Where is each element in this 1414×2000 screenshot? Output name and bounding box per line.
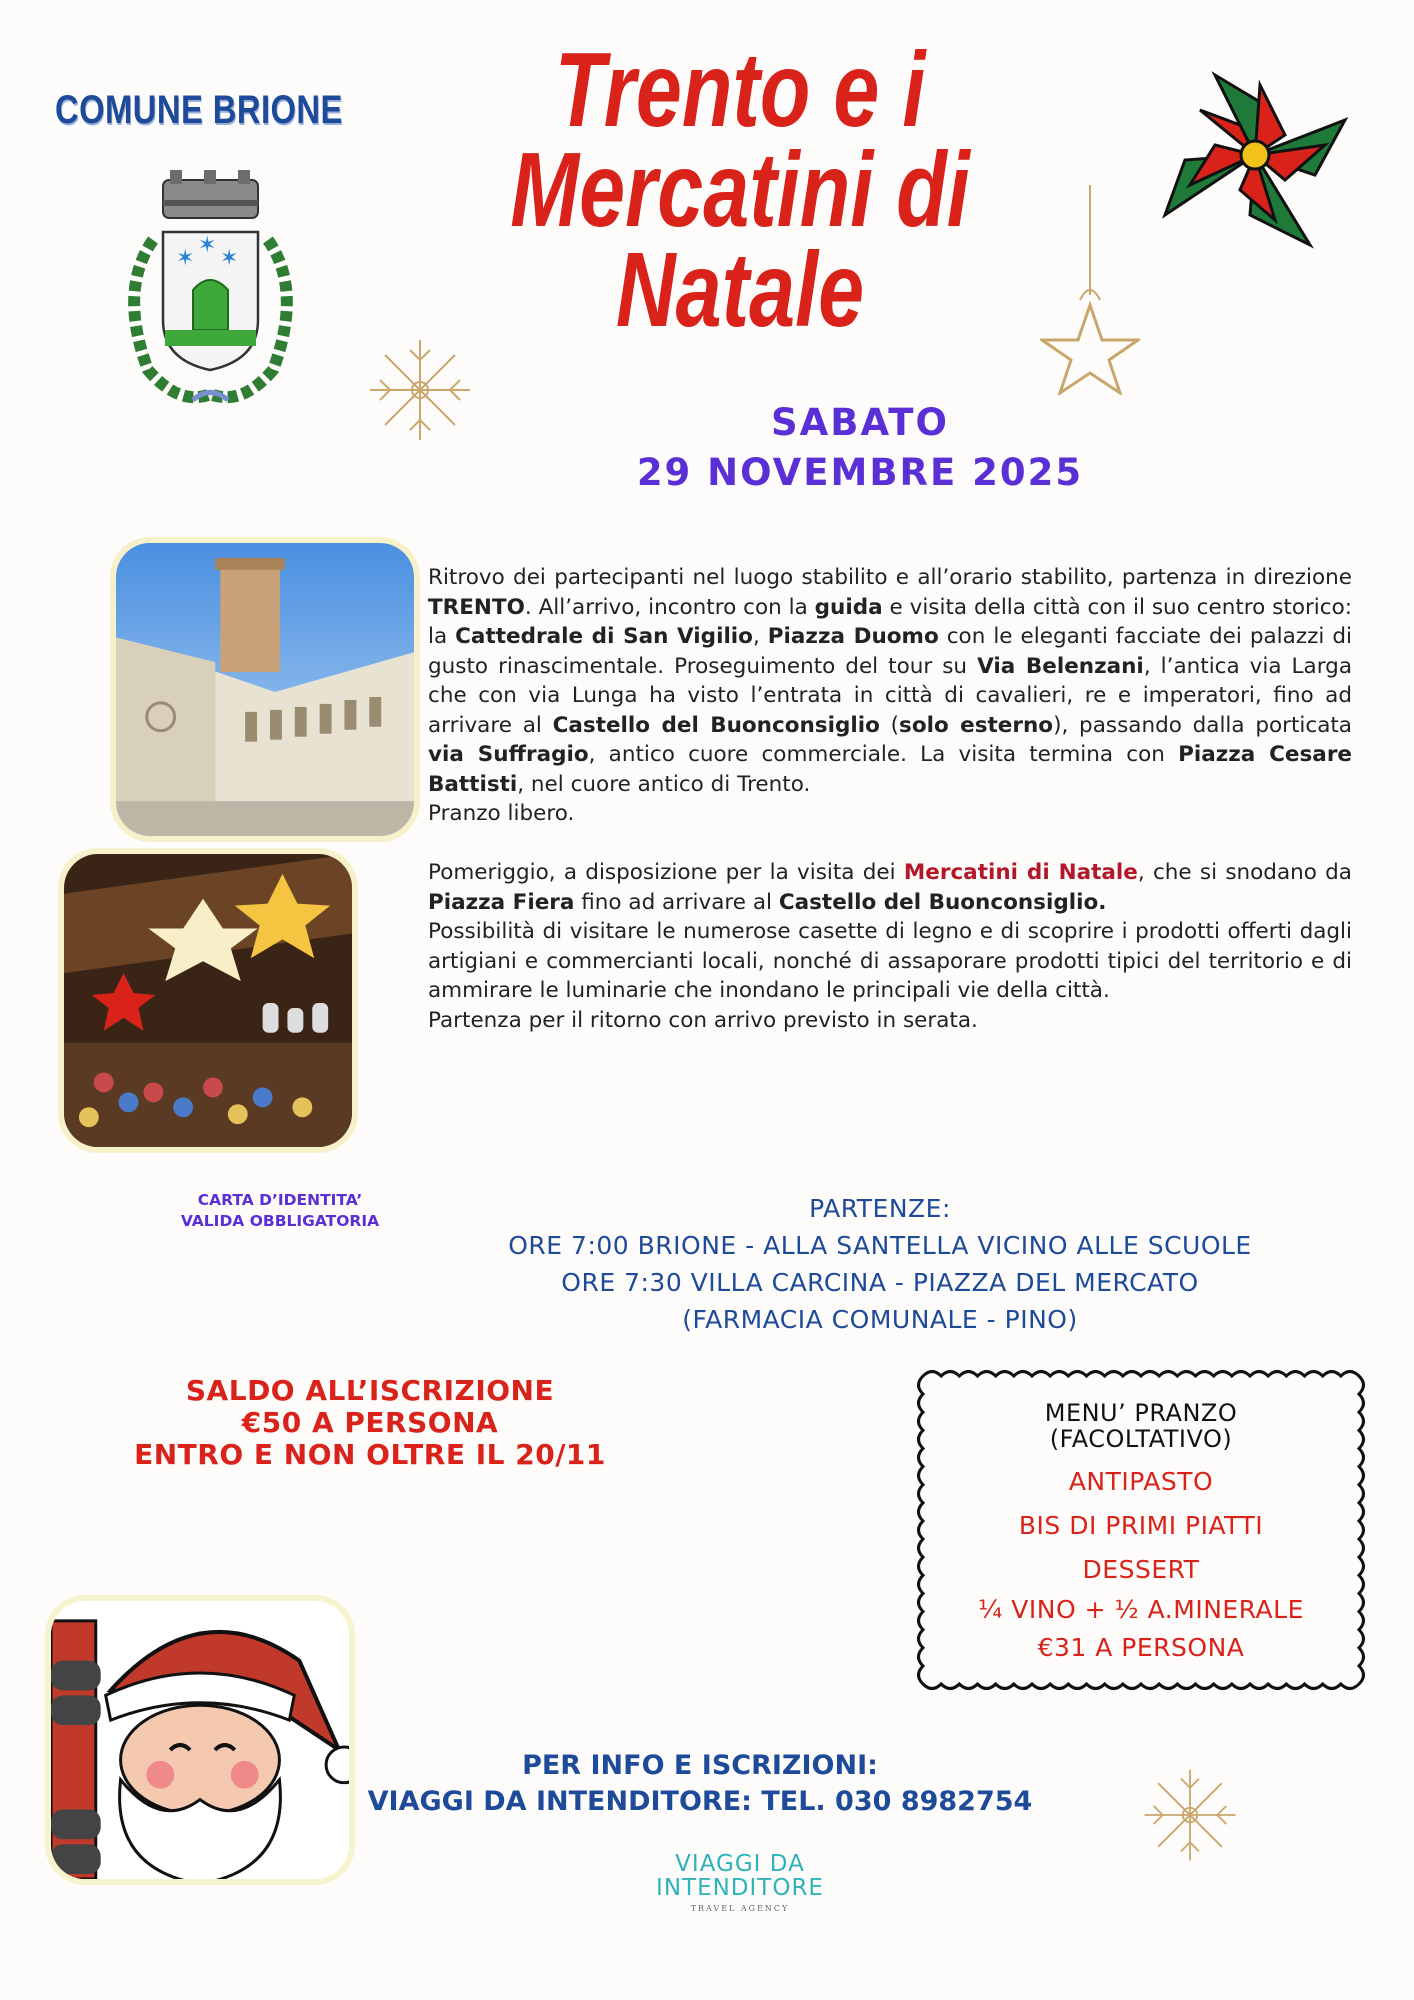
coat-of-arms-icon <box>108 170 313 425</box>
text-segment: Pomeriggio, a disposizione per la visita dei <box>428 860 904 885</box>
snowflake-icon <box>1140 1765 1240 1865</box>
text-segment: con le eleganti facciate dei palazzi di gusto rinascimentale. Proseguimento del tour su <box>428 624 1352 679</box>
bold-highlight: guida <box>814 594 883 620</box>
menu-item: DESSERT <box>1082 1555 1200 1584</box>
bold-highlight: Castello del Buonconsiglio. <box>778 889 1107 915</box>
municipality-name: COMUNE BRIONE <box>55 88 343 132</box>
svg-text:✶: ✶ <box>176 246 195 271</box>
svg-text:✶: ✶ <box>198 233 217 258</box>
title-line-2: Mercatini di <box>510 131 970 249</box>
menu-item: ¼ VINO + ½ A.MINERALE <box>978 1595 1304 1624</box>
agency-logo-line-2: INTENDITORE <box>656 1875 824 1901</box>
departure-line-3: (FARMACIA COMUNALE - PINO) <box>682 1305 1078 1334</box>
id-notice-line-1: CARTA D’IDENTITA’ <box>197 1191 363 1209</box>
text-segment: . All’arrivo, incontro con la <box>524 594 815 620</box>
text-segment: e visita della città con il suo centro storico: la <box>428 594 1353 649</box>
id-notice-line-2: VALIDA OBBLIGATORIA <box>180 1212 380 1230</box>
departures-title: PARTENZE: <box>809 1194 951 1223</box>
menu-title-2: (FACOLTATIVO) <box>1049 1425 1233 1453</box>
departure-line-1: ORE 7:00 BRIONE - ALLA SANTELLA VICINO ALLE SCUOLE <box>508 1231 1252 1260</box>
text-segment: ), passando dalla porticata <box>1053 712 1352 738</box>
text-segment: , antico cuore commerciale. La visita termina con <box>588 742 1179 767</box>
bold-highlight: via Suffragio <box>428 742 589 767</box>
star-ornament-icon <box>1040 185 1140 395</box>
bold-highlight: Piazza Duomo <box>767 624 939 649</box>
payment-line-2: €50 A PERSONA <box>241 1406 499 1439</box>
paragraph-spacer <box>428 829 1352 859</box>
event-date <box>600 398 1120 498</box>
payment-info <box>70 1375 670 1471</box>
itinerary-paragraph-5: Partenza per il ritorno con arrivo previsto in serata. <box>428 1007 978 1033</box>
title-line-3: Natale <box>615 231 865 349</box>
agency-logo-line-1: VIAGGI DA <box>675 1851 805 1877</box>
bold-highlight: Cattedrale di San Vigilio <box>455 624 753 649</box>
event-title <box>475 31 1005 349</box>
agency-logo <box>610 1852 870 1913</box>
menu-price: €31 A PERSONA <box>1037 1633 1245 1662</box>
bold-highlight: Via Belenzani <box>977 653 1144 679</box>
departure-line-2: ORE 7:30 VILLA CARCINA - PIAZZA DEL MERCATO <box>561 1268 1199 1297</box>
title-line-1: Trento e i <box>554 31 926 149</box>
bold-highlight: Castello del Buonconsiglio <box>552 712 880 738</box>
itinerary-paragraph-3 <box>428 858 1352 917</box>
id-card-notice <box>130 1190 430 1232</box>
menu-title-1: MENU’ PRANZO <box>1044 1399 1238 1427</box>
itinerary-paragraph-4: Possibilità di visitare le numerose casette di legno e di scoprire i prodotti offerti dagli artigiani e commercianti locali, nonché di assaporare prodotti tipici del territorio e di ammirare le luminarie che inondano le principali vie della città. <box>428 919 1352 1003</box>
text-segment: fino ad arrivare al <box>574 889 779 915</box>
itinerary-paragraph-2: Pranzo libero. <box>428 801 575 826</box>
contact-line-1: PER INFO E ISCRIZIONI: <box>522 1750 878 1781</box>
santa-illustration <box>45 1595 355 1885</box>
poinsettia-icon <box>1155 65 1355 250</box>
svg-text:✶: ✶ <box>220 246 239 271</box>
bold-highlight: solo esterno <box>899 712 1054 738</box>
santa-icon <box>51 1601 349 1879</box>
bold-highlight: TRENTO <box>428 594 525 620</box>
itinerary-text <box>428 563 1352 1035</box>
text-segment: , l’antica via Larga che con via Lunga ha visto l’entrata in città di cavalieri, re e imperatori, fino ad arrivare al <box>428 653 1352 738</box>
contact-info <box>300 1748 1100 1820</box>
text-segment: ( <box>879 712 900 738</box>
menu-item: BIS DI PRIMI PIATTI <box>1018 1511 1264 1540</box>
red-highlight: Mercatini di Natale <box>903 860 1138 885</box>
christmas-market-photo <box>58 848 358 1153</box>
cathedral-photo <box>110 537 420 842</box>
agency-logo-tagline: TRAVEL AGENCY <box>690 1904 790 1913</box>
departures <box>440 1190 1320 1338</box>
payment-line-3: ENTRO E NON OLTRE IL 20/11 <box>134 1438 606 1471</box>
text-segment: , <box>752 624 768 649</box>
text-segment: , che si snodano da <box>1137 860 1352 885</box>
event-full-date: 29 NOVEMBRE 2025 <box>636 451 1084 494</box>
menu-item: ANTIPASTO <box>1068 1467 1214 1496</box>
bold-highlight: Piazza Cesare Battisti <box>428 742 1352 797</box>
event-day: SABATO <box>771 401 949 444</box>
text-segment: Ritrovo dei partecipanti nel luogo stabilito e all’orario stabilito, partenza in direzione <box>428 565 1352 590</box>
bold-highlight: Piazza Fiera <box>428 889 575 915</box>
snowflake-icon <box>365 335 475 445</box>
itinerary-paragraph-1 <box>428 563 1352 799</box>
lunch-menu <box>925 1400 1357 1668</box>
payment-line-1: SALDO ALL’ISCRIZIONE <box>185 1374 555 1407</box>
contact-line-2: VIAGGI DA INTENDITORE: TEL. 030 8982754 <box>367 1786 1033 1817</box>
text-segment: , nel cuore antico di Trento. <box>517 771 811 797</box>
